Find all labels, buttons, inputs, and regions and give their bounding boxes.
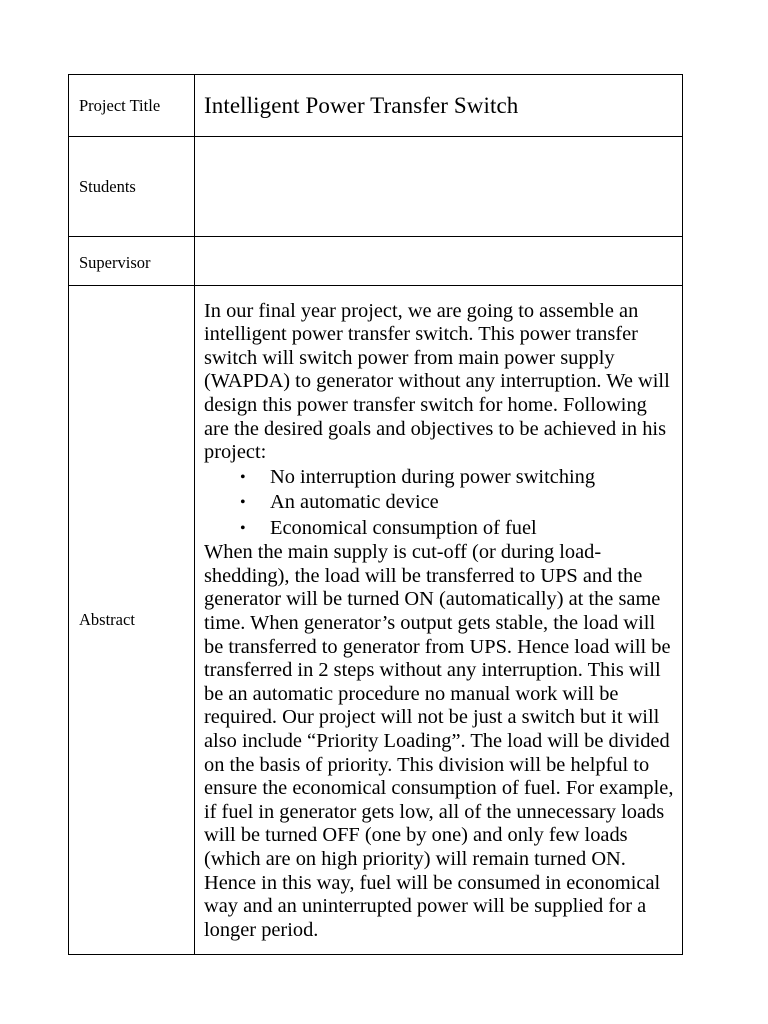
students-label: Students [69,137,195,237]
goal-text: No interruption during power switching [270,465,596,488]
goal-text: Economical consumption of fuel [270,516,537,539]
project-title-value: Intelligent Power Transfer Switch [204,92,519,118]
abstract-cell [195,286,683,955]
students-row [69,137,683,237]
bullet-icon: • [240,468,246,486]
list-item [240,465,674,491]
list-item [240,516,674,542]
project-title-cell [195,75,683,137]
abstract-label: Abstract [69,286,195,955]
project-proposal-table [68,74,683,955]
goals-list [204,465,674,542]
students-value [195,137,683,237]
supervisor-label: Supervisor [69,237,195,286]
abstract-body: When the main supply is cut-off (or during load-shedding), the load will be transferred to UPS and the generator will be turned ON (automatically) at the same time. When generator’s output gets stable, the load will be transferred to generator from UPS. Hence load will be transferred in 2 steps without any interruption. This will be an automatic procedure no manual work will be required. Our project will not be just a switch but it will also include “Priority Loading”. The load will be divided on the basis of priority. This division will be helpful to ensure the economical consumption of fuel. For example, if fuel in generator gets low, all of the unnecessary loads will be turned OFF (one by one) and only few loads (which are on high priority) will remain turned ON. Hence in this way, fuel will be consumed in economical way and an uninterrupted power will be supplied for a longer period. [204,541,674,941]
project-title-label: Project Title [69,75,195,137]
goal-text: An automatic device [270,491,439,514]
project-title-row [69,75,683,137]
abstract-row [69,286,683,955]
supervisor-value [195,237,683,286]
supervisor-row [69,237,683,286]
abstract-intro: In our final year project, we are going to assemble an intelligent power transfer switch. This power transfer switch will switch power from main power supply (WAPDA) to generator without any interruption. We will design this power transfer switch for home. Following are the desired goals and objectives to be achieved in his project: [204,299,670,464]
bullet-icon: • [240,494,246,512]
bullet-icon: • [240,519,246,537]
list-item [240,490,674,516]
